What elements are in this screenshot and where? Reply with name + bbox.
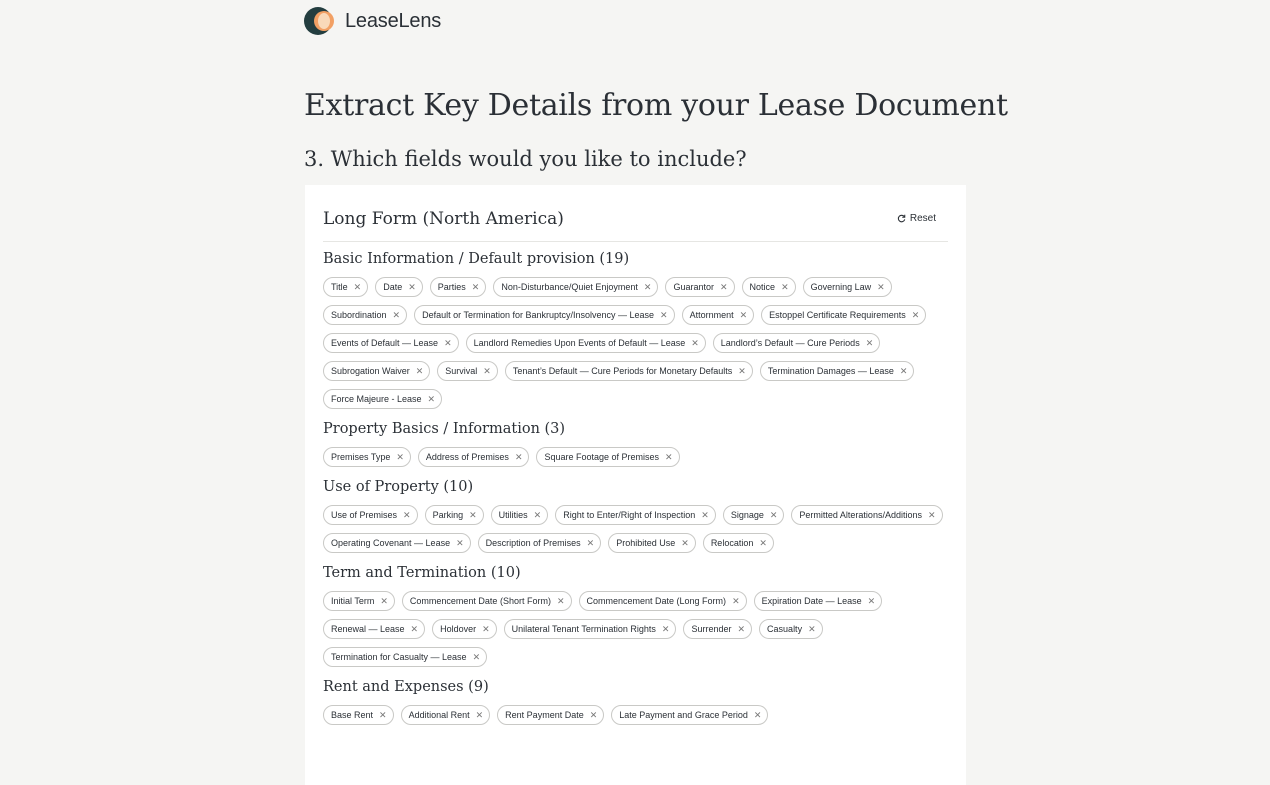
- field-chip-label: Parking: [432, 510, 464, 520]
- field-chip-label: Right to Enter/Right of Inspection: [563, 510, 696, 520]
- remove-icon[interactable]: ✕: [732, 595, 740, 606]
- section-title: Property Basics / Information (3): [323, 421, 566, 437]
- remove-icon[interactable]: ✕: [472, 651, 481, 662]
- field-chip[interactable]: [425, 505, 484, 525]
- remove-icon[interactable]: ✕: [739, 309, 748, 320]
- field-chip-label: Force Majeure - Lease: [331, 394, 422, 404]
- field-chip-label: Expiration Date — Lease: [761, 596, 862, 606]
- field-chip-label: Prohibited Use: [616, 538, 676, 548]
- field-chip[interactable]: [493, 277, 658, 297]
- field-chip[interactable]: [760, 361, 915, 381]
- field-chip[interactable]: [803, 277, 892, 297]
- field-chip-list: [323, 447, 953, 467]
- field-chip-label: Initial Term: [331, 596, 375, 606]
- field-chip-label: Renewal — Lease: [331, 624, 405, 634]
- field-chip-list: [323, 705, 953, 725]
- field-chip-label: Survival: [445, 366, 478, 376]
- remove-icon[interactable]: ✕: [660, 309, 668, 320]
- field-chip-label: Permitted Alterations/Additions: [799, 510, 922, 520]
- field-chip[interactable]: [414, 305, 675, 325]
- field-chip[interactable]: [683, 619, 752, 639]
- field-chip[interactable]: [555, 505, 716, 525]
- field-chip[interactable]: [742, 277, 796, 297]
- leaselens-logo-icon[interactable]: [304, 7, 338, 35]
- field-chip-label: Termination Damages — Lease: [767, 366, 894, 376]
- field-chip[interactable]: [401, 705, 491, 725]
- remove-icon[interactable]: ✕: [556, 595, 565, 606]
- remove-icon[interactable]: ✕: [867, 595, 876, 606]
- field-chip-label: Use of Premises: [331, 510, 398, 520]
- remove-icon[interactable]: ✕: [899, 365, 908, 376]
- remove-icon[interactable]: ✕: [781, 281, 789, 292]
- field-chip[interactable]: [713, 333, 880, 353]
- field-chip-label: Governing Law: [810, 282, 872, 292]
- field-chip[interactable]: [504, 619, 677, 639]
- field-chip-label: Additional Rent: [408, 710, 470, 720]
- reset-icon: [897, 214, 906, 223]
- field-chip[interactable]: [466, 333, 706, 353]
- remove-icon[interactable]: ✕: [427, 393, 436, 404]
- field-chip[interactable]: [323, 533, 471, 553]
- section-title: Basic Information / Default provision (19): [323, 251, 630, 267]
- field-chip-label: Subordination: [331, 310, 387, 320]
- field-chip[interactable]: [323, 619, 425, 639]
- remove-icon[interactable]: ✕: [865, 337, 874, 348]
- remove-icon[interactable]: ✕: [661, 623, 670, 634]
- field-chip[interactable]: [323, 389, 442, 409]
- remove-icon[interactable]: ✕: [720, 281, 728, 292]
- field-chip-label: Tenant’s Default — Cure Periods for Monetary Defaults: [512, 366, 733, 376]
- form-title: Long Form (North America): [323, 209, 564, 229]
- remove-icon[interactable]: ✕: [533, 509, 542, 520]
- field-section: [323, 249, 953, 409]
- remove-icon[interactable]: ✕: [353, 281, 362, 292]
- field-chip[interactable]: [754, 591, 883, 611]
- field-section: [323, 563, 953, 667]
- field-chip[interactable]: [682, 305, 755, 325]
- fields-card: [305, 185, 966, 785]
- field-chip[interactable]: [791, 505, 942, 525]
- field-chip-label: Non-Disturbance/Quiet Enjoyment: [501, 282, 638, 292]
- remove-icon[interactable]: ✕: [665, 451, 673, 462]
- field-chip[interactable]: [418, 447, 530, 467]
- remove-icon[interactable]: ✕: [396, 451, 404, 462]
- field-chip-label: Landlord Remedies Upon Events of Default — Lease: [473, 338, 686, 348]
- field-chip[interactable]: [432, 619, 497, 639]
- reset-label: Reset: [909, 213, 936, 224]
- field-chip-label: Operating Covenant — Lease: [331, 538, 451, 548]
- remove-icon[interactable]: ✕: [681, 537, 689, 548]
- field-chip-label: Square Footage of Premises: [544, 452, 660, 462]
- field-chip[interactable]: [608, 533, 696, 553]
- field-chip[interactable]: [430, 277, 487, 297]
- field-chip-label: Unilateral Tenant Termination Rights: [511, 624, 656, 634]
- remove-icon[interactable]: ✕: [769, 509, 778, 520]
- field-chip-label: Base Rent: [331, 710, 374, 720]
- field-chip-list: [323, 277, 953, 409]
- remove-icon[interactable]: ✕: [469, 509, 477, 520]
- field-chip-list: [323, 591, 953, 667]
- field-chip[interactable]: [536, 447, 679, 467]
- remove-icon[interactable]: ✕: [701, 509, 709, 520]
- field-chip-label: Premises Type: [331, 452, 391, 462]
- remove-icon[interactable]: ✕: [380, 595, 388, 606]
- remove-icon[interactable]: ✕: [410, 623, 419, 634]
- field-chip-label: Late Payment and Grace Period: [619, 710, 748, 720]
- remove-icon[interactable]: ✕: [475, 709, 484, 720]
- field-chip-label: Utilities: [498, 510, 528, 520]
- field-chip-label: Default or Termination for Bankruptcy/Insolvency — Lease: [422, 310, 655, 320]
- card-header: [323, 185, 948, 242]
- field-chip[interactable]: [323, 361, 430, 381]
- remove-icon[interactable]: ✕: [643, 281, 652, 292]
- page-title: Extract Key Details from your Lease Document: [304, 88, 1008, 123]
- field-chip[interactable]: [759, 619, 823, 639]
- field-chip[interactable]: [323, 305, 407, 325]
- field-chip[interactable]: [323, 447, 411, 467]
- field-chip-label: Commencement Date (Long Form): [586, 596, 727, 606]
- field-section: [323, 419, 953, 467]
- field-chip[interactable]: [437, 361, 498, 381]
- remove-icon[interactable]: ✕: [759, 537, 767, 548]
- remove-icon[interactable]: ✕: [483, 365, 491, 376]
- remove-icon[interactable]: ✕: [444, 337, 452, 348]
- field-chip[interactable]: [665, 277, 734, 297]
- field-chip-label: Landlord’s Default — Cure Periods: [720, 338, 860, 348]
- field-chip-label: Relocation: [710, 538, 754, 548]
- field-chip-label: Attornment: [689, 310, 734, 320]
- field-chip-label: Description of Premises: [485, 538, 581, 548]
- field-chip[interactable]: [497, 705, 604, 725]
- remove-icon[interactable]: ✕: [808, 623, 816, 634]
- remove-icon[interactable]: ✕: [456, 537, 464, 548]
- field-chip[interactable]: [505, 361, 753, 381]
- section-title: Rent and Expenses (9): [323, 679, 489, 695]
- field-chip[interactable]: [323, 591, 395, 611]
- field-chip-list: [323, 505, 953, 553]
- section-title: Use of Property (10): [323, 479, 474, 495]
- step-title: 3. Which fields would you like to include?: [304, 147, 747, 171]
- field-chip-label: Subrogation Waiver: [331, 366, 410, 376]
- field-chip-label: Holdover: [440, 624, 477, 634]
- remove-icon[interactable]: ✕: [514, 451, 523, 462]
- field-chip[interactable]: [491, 505, 549, 525]
- field-chip-label: Casualty: [767, 624, 803, 634]
- field-chip-label: Title: [331, 282, 348, 292]
- field-chip-label: Guarantor: [673, 282, 714, 292]
- remove-icon[interactable]: ✕: [482, 623, 490, 634]
- field-chip-label: Notice: [749, 282, 776, 292]
- field-chip[interactable]: [761, 305, 926, 325]
- field-chip-label: Address of Premises: [425, 452, 509, 462]
- field-chip[interactable]: [478, 533, 602, 553]
- remove-icon[interactable]: ✕: [737, 623, 746, 634]
- remove-icon[interactable]: ✕: [415, 365, 424, 376]
- field-chip-label: Estoppel Certificate Requirements: [769, 310, 906, 320]
- field-chip[interactable]: [323, 277, 368, 297]
- field-section: [323, 677, 953, 725]
- field-chip-label: Commencement Date (Short Form): [409, 596, 551, 606]
- remove-icon[interactable]: ✕: [589, 709, 598, 720]
- remove-icon[interactable]: ✕: [927, 509, 936, 520]
- remove-icon[interactable]: ✕: [911, 309, 920, 320]
- field-sections: [323, 249, 953, 735]
- field-chip-label: Termination for Casualty — Lease: [331, 652, 467, 662]
- remove-icon[interactable]: ✕: [738, 365, 746, 376]
- field-chip[interactable]: [703, 533, 774, 553]
- field-chip[interactable]: [323, 505, 418, 525]
- field-chip[interactable]: [723, 505, 785, 525]
- field-chip[interactable]: [579, 591, 747, 611]
- field-chip-label: Rent Payment Date: [505, 710, 584, 720]
- field-chip-label: Parties: [437, 282, 466, 292]
- field-chip-label: Surrender: [691, 624, 732, 634]
- brand-name[interactable]: LeaseLens: [345, 9, 442, 32]
- field-chip[interactable]: [375, 277, 423, 297]
- remove-icon[interactable]: ✕: [753, 709, 762, 720]
- remove-icon[interactable]: ✕: [392, 309, 401, 320]
- field-chip[interactable]: [323, 705, 394, 725]
- field-chip-label: Events of Default — Lease: [331, 338, 439, 348]
- field-chip[interactable]: [402, 591, 572, 611]
- section-title: Term and Termination (10): [323, 565, 521, 581]
- remove-icon[interactable]: ✕: [408, 281, 416, 292]
- remove-icon[interactable]: ✕: [877, 281, 885, 292]
- reset-button[interactable]: [897, 213, 936, 224]
- field-chip[interactable]: [611, 705, 768, 725]
- remove-icon[interactable]: ✕: [471, 281, 480, 292]
- field-chip[interactable]: [323, 333, 459, 353]
- remove-icon[interactable]: ✕: [379, 709, 387, 720]
- field-chip-label: Signage: [730, 510, 764, 520]
- remove-icon[interactable]: ✕: [403, 509, 411, 520]
- remove-icon[interactable]: ✕: [586, 537, 595, 548]
- header: [304, 7, 441, 35]
- field-chip[interactable]: [323, 647, 487, 667]
- remove-icon[interactable]: ✕: [691, 337, 699, 348]
- field-chip-label: Date: [383, 282, 403, 292]
- field-section: [323, 477, 953, 553]
